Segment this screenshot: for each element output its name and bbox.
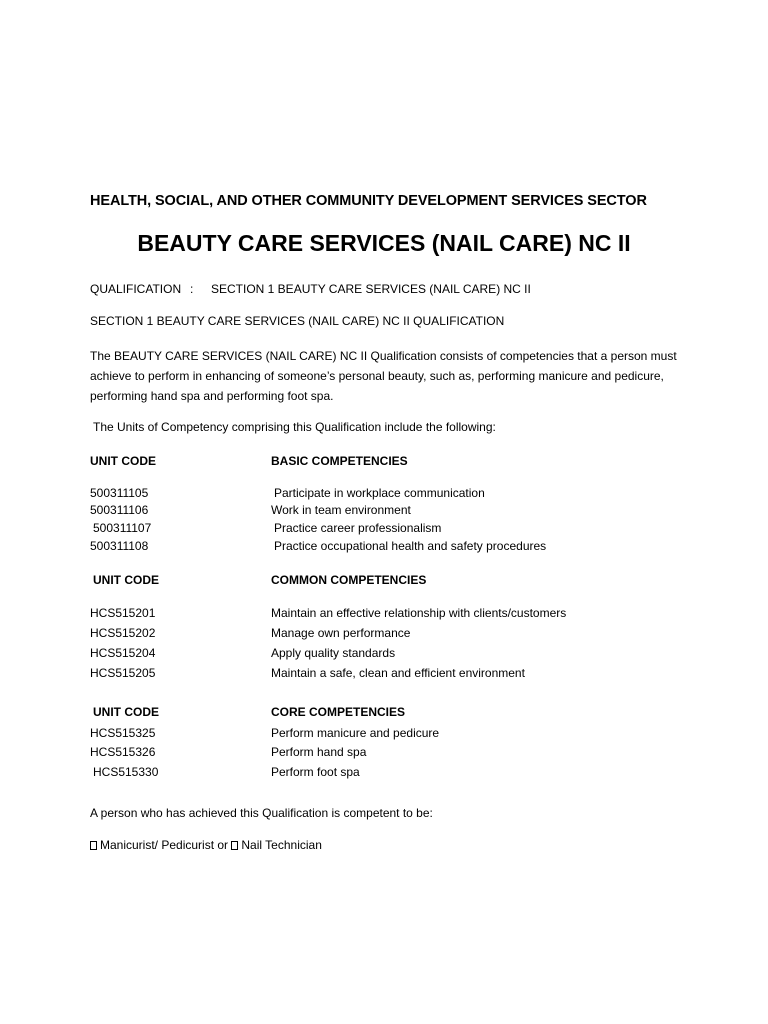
basic-row-code: 500311106: [90, 503, 149, 517]
document-title: BEAUTY CARE SERVICES (NAIL CARE) NC II: [137, 230, 631, 256]
intro-paragraph: The BEAUTY CARE SERVICES (NAIL CARE) NC II Qualification consists of competencies that a person must achieve to perform in enhancing of someone’s personal beauty, such as, performing manicure and pedicure, performing hand spa and performing foot spa.: [90, 349, 677, 403]
basic-header-code: UNIT CODE: [90, 454, 156, 468]
competent-intro: A person who has achieved this Qualification is competent to be:: [90, 806, 433, 820]
qualification-label: QUALIFICATION: [90, 282, 182, 296]
core-row-code: HCS515330: [93, 765, 159, 779]
occupation-second: Nail Technician: [241, 838, 322, 852]
common-row-code: HCS515202: [90, 626, 156, 640]
basic-row-code: 500311105: [90, 486, 149, 500]
basic-header-title: BASIC COMPETENCIES: [271, 454, 408, 468]
sector-heading: HEALTH, SOCIAL, AND OTHER COMMUNITY DEVELOPMENT SERVICES SECTOR: [90, 193, 647, 209]
core-row-title: Perform foot spa: [271, 765, 360, 779]
common-row-title: Maintain a safe, clean and efficient environment: [271, 666, 525, 680]
common-header-title: COMMON COMPETENCIES: [271, 573, 427, 587]
missing-glyph-box-icon: [231, 841, 238, 850]
common-row-title: Manage own performance: [271, 626, 411, 640]
section-line: SECTION 1 BEAUTY CARE SERVICES (NAIL CARE) NC II QUALIFICATION: [90, 314, 505, 328]
missing-glyph-box-icon: [90, 841, 97, 850]
core-row-title: Perform manicure and pedicure: [271, 726, 440, 740]
common-row-code: HCS515205: [90, 666, 156, 680]
common-row-title: Maintain an effective relationship with clients/customers: [271, 606, 567, 620]
qualification-value: SECTION 1 BEAUTY CARE SERVICES (NAIL CARE) NC II: [211, 282, 531, 296]
basic-row-title: Practice occupational health and safety procedures: [274, 539, 547, 553]
common-row-code: HCS515201: [90, 606, 156, 620]
qualification-colon: :: [190, 282, 194, 296]
common-row-title: Apply quality standards: [271, 646, 396, 660]
basic-row-title: Practice career professionalism: [274, 521, 442, 535]
basic-row-title: Work in team environment: [271, 503, 411, 517]
core-row-title: Perform hand spa: [271, 745, 367, 759]
basic-row-code: 500311108: [90, 539, 149, 553]
common-row-code: HCS515204: [90, 646, 156, 660]
basic-row-title: Participate in workplace communication: [274, 486, 485, 500]
core-row-code: HCS515326: [90, 745, 156, 759]
core-header-code: UNIT CODE: [93, 705, 159, 719]
occupation-first: Manicurist/ Pedicurist or: [100, 838, 229, 852]
units-intro: The Units of Competency comprising this Qualification include the following:: [93, 420, 496, 434]
occupations-line: [90, 838, 322, 852]
core-header-title: CORE COMPETENCIES: [271, 705, 406, 719]
core-row-code: HCS515325: [90, 726, 156, 740]
common-header-code: UNIT CODE: [93, 573, 159, 587]
basic-row-code: 500311107: [93, 521, 152, 535]
